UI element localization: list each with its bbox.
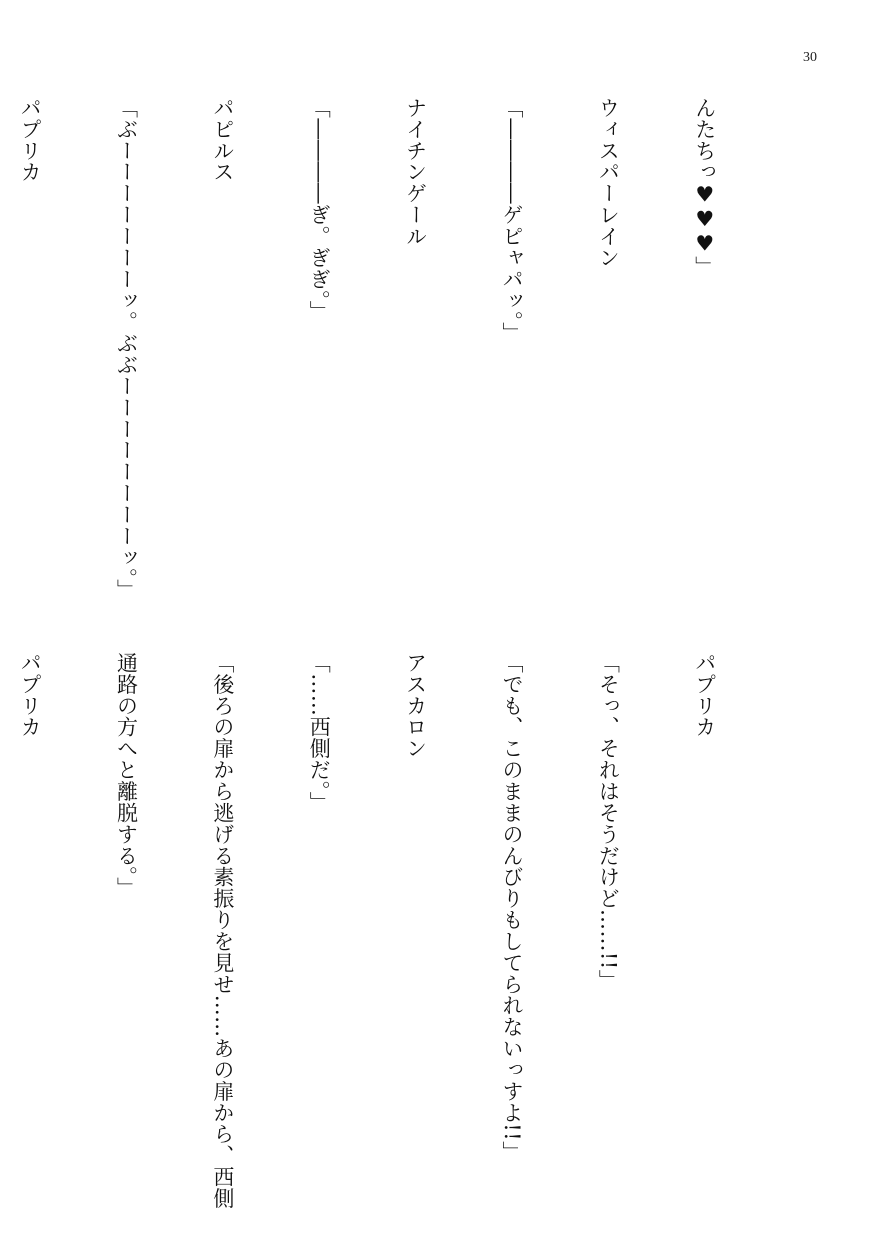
speaker-name: パプリカ [18,652,43,738]
text-line: 「でも、このままのんびりもしてられないっすよ!!」 [500,652,524,1163]
text-line: 「ぶーーーーーーーッ。ぶぶーーーーーーーーッ。」 [114,97,139,601]
text-line: んたちっ♥♥♥」 [692,97,717,278]
speaker-name: パピルス [210,97,235,183]
text-line: 「――――ぎ。ぎぎ。」 [307,97,332,323]
speaker-name: パプリカ [692,652,717,738]
text-line: 「……西側だ。」 [307,652,332,813]
bottom-text-block [0,652,785,1240]
speaker-name: ウィスパーレイン [596,97,621,269]
top-text-block [0,97,785,643]
speaker-name: パプリカ [18,97,43,183]
speaker-name: アスカロン [403,652,428,760]
text-line: 「――――ゲピャパッ。」 [500,97,524,344]
text-line: 通路の方へと離脱する。」 [114,652,139,899]
page-number: 30 [803,50,817,65]
speaker-name: ナイチンゲール [403,97,428,247]
text-line: 「そっ、それはそうだけど……!!」 [596,652,621,992]
text-line: 「後ろの扉から逃げる素振りを見せ……あの扉から、西側 [210,652,235,1209]
